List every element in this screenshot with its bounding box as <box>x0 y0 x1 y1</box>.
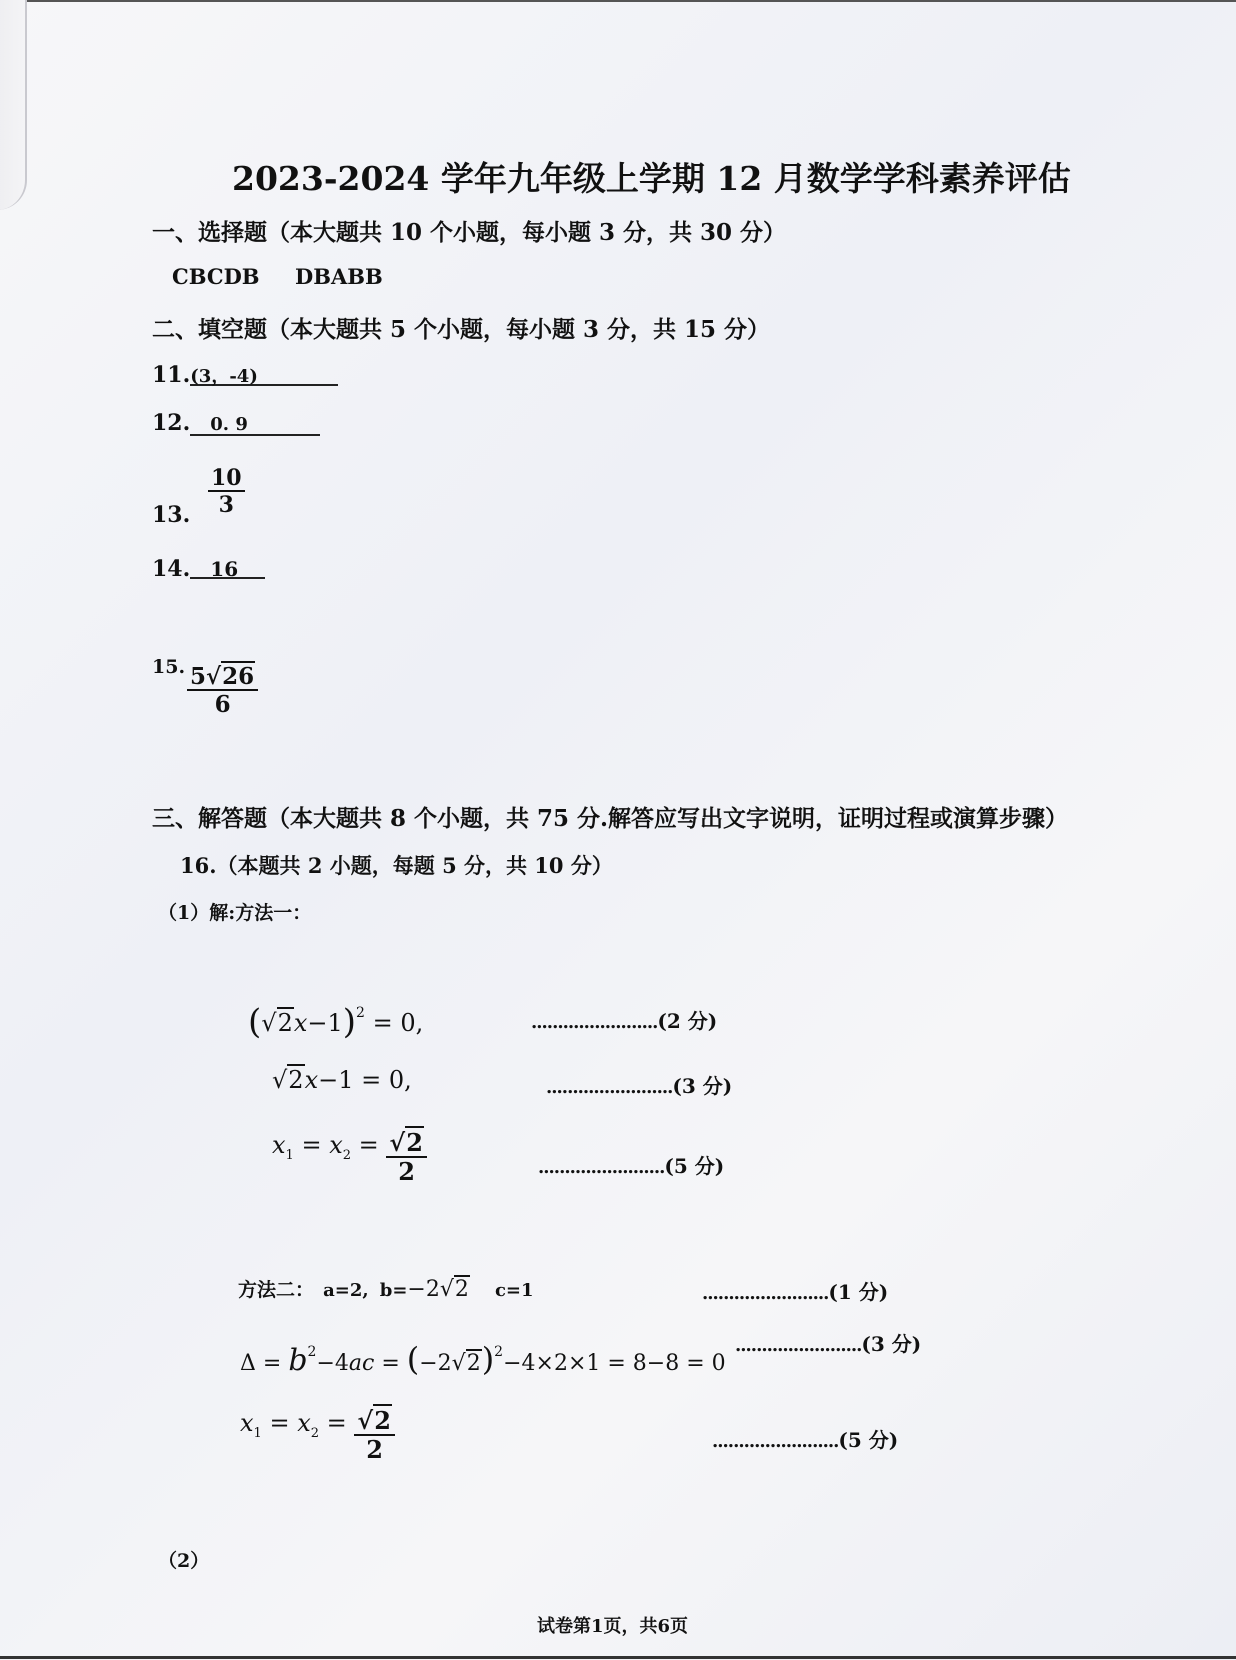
m2-coeff-a: a=2, <box>323 1280 369 1301</box>
q12 <box>152 410 320 436</box>
page-footer: 试卷第1页，共6页 <box>537 1616 689 1637</box>
m2-step1-score <box>702 1276 888 1305</box>
q12-answer: 0. 9 <box>190 414 320 436</box>
m1-step2-points: (3 分) <box>672 1074 733 1098</box>
m2-step3-formula: $x_1 = x_2$ = $\frac{√2}{2}$ <box>240 1408 395 1465</box>
m2-step1-dots: ........................ <box>702 1283 829 1304</box>
q11-label: 11. <box>152 362 191 388</box>
q14-label: 14. <box>152 556 191 582</box>
m1-step3-formula: $x_1 = x_2$ = $\frac{√2}{2}$ <box>272 1130 427 1187</box>
bottom-border <box>0 1656 1236 1659</box>
q16-heading: 16.（本题共 2 小题，每题 5 分，共 10 分） <box>180 853 613 878</box>
m1-step2-score <box>546 1070 732 1099</box>
m2-step3-dots: ........................ <box>712 1431 839 1452</box>
q14-answer: 16 <box>190 557 265 579</box>
m1-step1-formula: $(√2x-1)^2 = 0$, <box>248 1002 424 1042</box>
mc-answers-6-10: DBABB <box>295 264 383 289</box>
m2-step1-points: (1 分) <box>828 1280 889 1304</box>
q13-fraction <box>208 466 245 519</box>
m1-step3-dots: ........................ <box>538 1157 665 1178</box>
mc-answers-1-5: CBCDB <box>172 264 260 289</box>
m2-coeff-c: c=1 <box>494 1280 534 1301</box>
m1-step3-score <box>538 1150 724 1179</box>
section2-heading: 二、填空题（本大题共 5 个小题，每小题 3 分，共 15 分） <box>152 316 771 343</box>
page-title: 2023-2024 学年九年级上学期 12 月数学学科素养评估 <box>232 159 1071 198</box>
q12-label: 12. <box>152 410 191 436</box>
q15-answer <box>187 664 258 719</box>
m2-step2-dots: ........................ <box>735 1335 862 1356</box>
q14 <box>152 556 265 582</box>
m2-step2-formula: $\Delta = b^2-4ac = (-2√2)^2-4\times 2\times 1 = 8-8 = 0$ <box>240 1340 726 1378</box>
m2-coeff-b-label: b= <box>379 1280 408 1301</box>
q16-part2-label: （2） <box>158 1550 210 1572</box>
m1-step1-dots: ........................ <box>531 1012 658 1033</box>
q11 <box>152 362 338 388</box>
m1-step1-points: (2 分) <box>657 1009 718 1033</box>
m2-step3-score <box>712 1424 898 1453</box>
q15-radicand: 26 <box>222 663 255 690</box>
top-border <box>0 0 1236 2</box>
m1-step3-points: (5 分) <box>664 1154 725 1178</box>
m2-coefficients <box>238 1275 534 1302</box>
section3-heading: 三、解答题（本大题共 8 个小题，共 75 分.解答应写出文字说明，证明过程或演算步骤） <box>152 805 1069 832</box>
m1-step2-formula: √2x−1 = 0, <box>272 1066 412 1094</box>
m2-step3-points: (5 分) <box>838 1428 899 1452</box>
q13-numerator: 10 <box>208 466 245 492</box>
m1-step1-score <box>531 1005 717 1034</box>
m2-label: 方法二： <box>238 1279 315 1301</box>
q15-numerator: 5√26 <box>187 664 258 691</box>
m2-step2-score <box>735 1328 921 1357</box>
page-corner-fold <box>0 0 27 210</box>
m1-step2-dots: ........................ <box>546 1077 673 1098</box>
q13-label: 13. <box>152 502 191 528</box>
q13-answer <box>208 466 245 519</box>
q11-answer: (3，-4) <box>190 362 338 386</box>
q16-part1-label: （1）解:方法一： <box>158 902 312 924</box>
q15-denominator: 6 <box>214 691 231 719</box>
q15-label: 15. <box>152 656 186 678</box>
m2-step2-points: (3 分) <box>861 1332 922 1356</box>
q15-fraction <box>187 664 258 719</box>
q15-coef: 5 <box>190 663 207 690</box>
section1-heading: 一、选择题（本大题共 10 个小题，每小题 3 分，共 30 分） <box>152 219 787 246</box>
q13-denominator: 3 <box>218 492 234 519</box>
m2-coeff-b-value: −2√2 <box>407 1277 469 1302</box>
